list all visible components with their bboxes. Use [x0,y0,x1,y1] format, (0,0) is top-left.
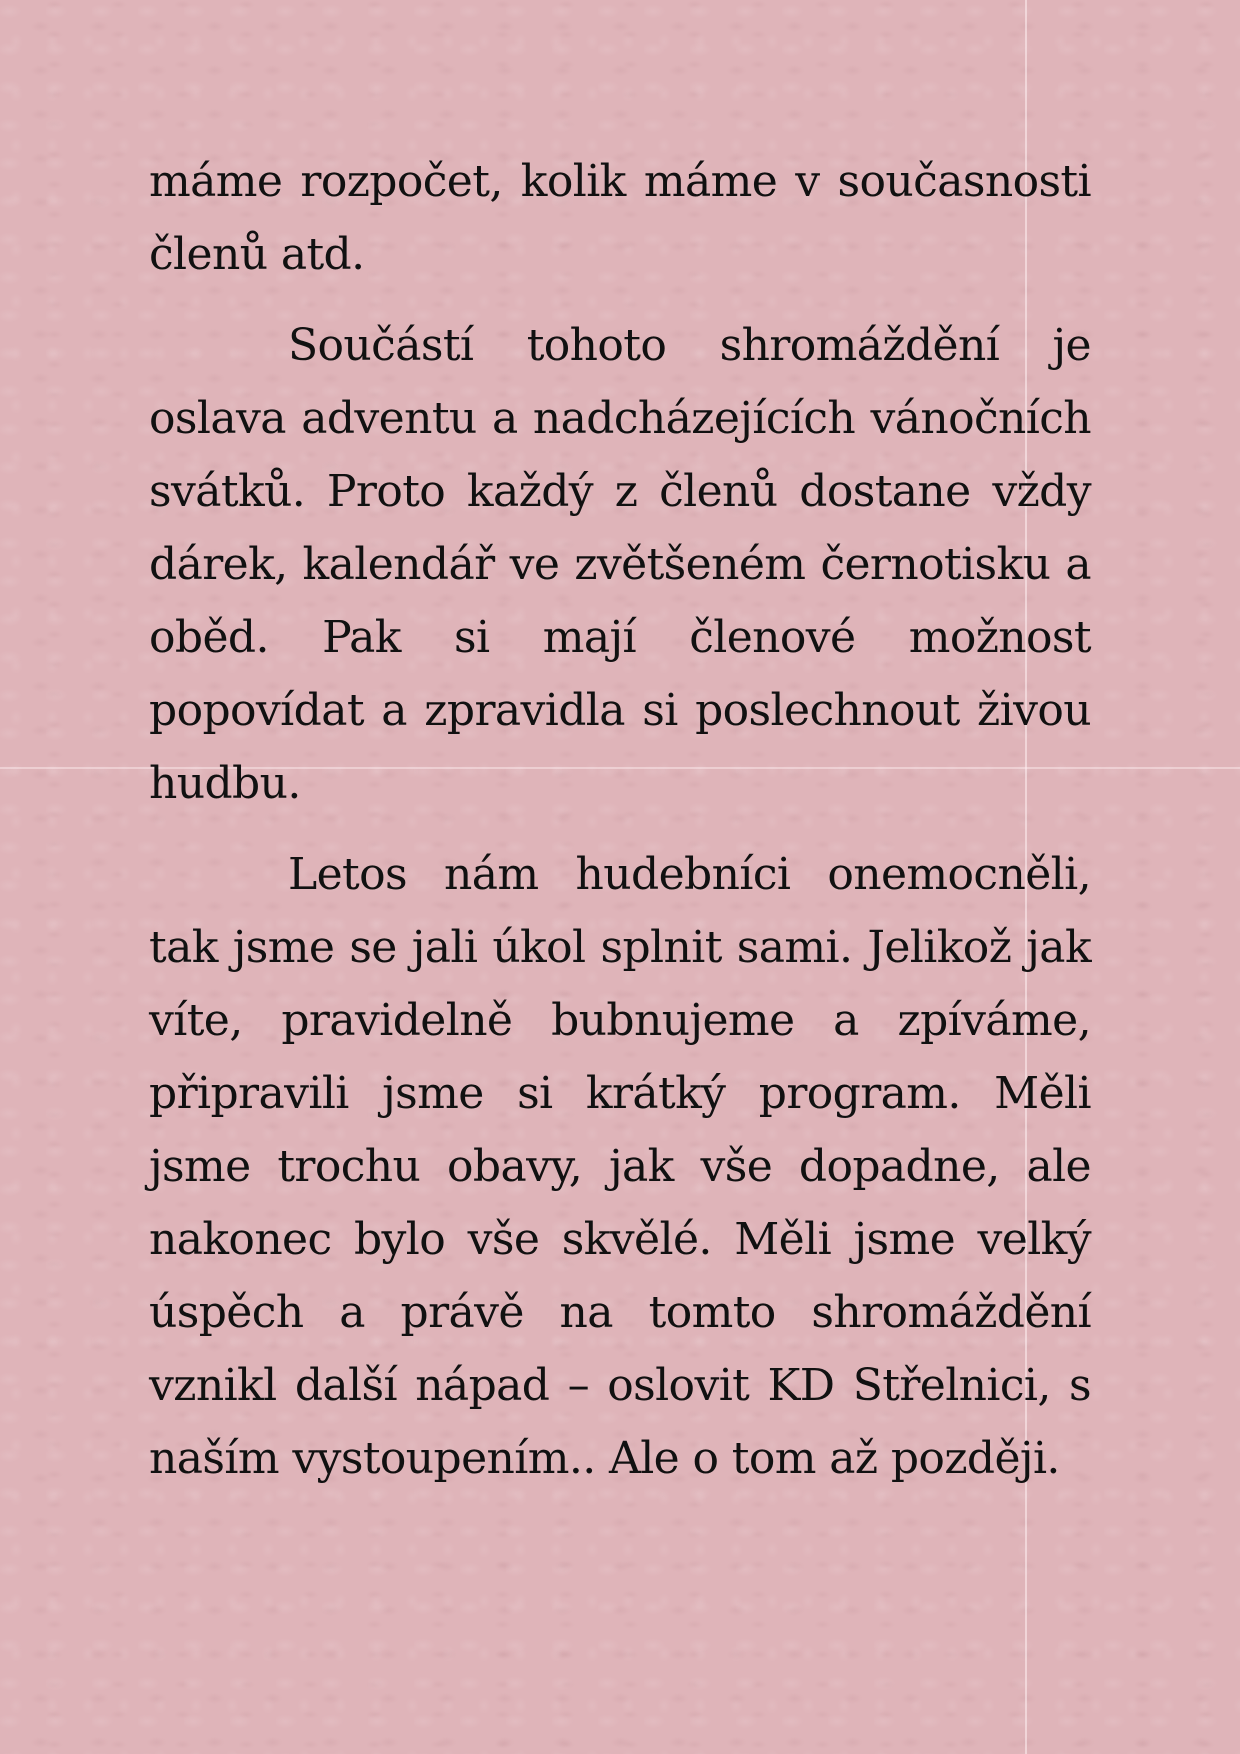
paragraph-performance: Letos nám hudebníci onemocněli, tak jsme se jali úkol splnit sami. Jelikož jak víte, pravidelně bubnujeme a zpíváme, připravili jsme si krátký program. Měli jsme trochu obavy, jak vše dopadne, ale nakonec bylo vše skvělé. Měli jsme velký úspěch a právě na tomto shromáždění vznikl další nápad – oslovit KD Střelnici, s naším vystoupením.. Ale o tom až později. [149,849,1091,1484]
paragraph-continued: máme rozpočet, kolik máme v současnosti členů atd. [149,156,1091,280]
paragraph-advent-celebration: Součástí tohoto shromáždění je oslava adventu a nadcházejících vánočních svátků. Proto každý z členů dostane vždy dárek, kalendář ve zvětšeném černotisku a oběd. Pak si mají členové možnost popovídat a zpravidla si poslechnout živou hudbu. [149,320,1091,809]
document-body [149,145,1091,1495]
